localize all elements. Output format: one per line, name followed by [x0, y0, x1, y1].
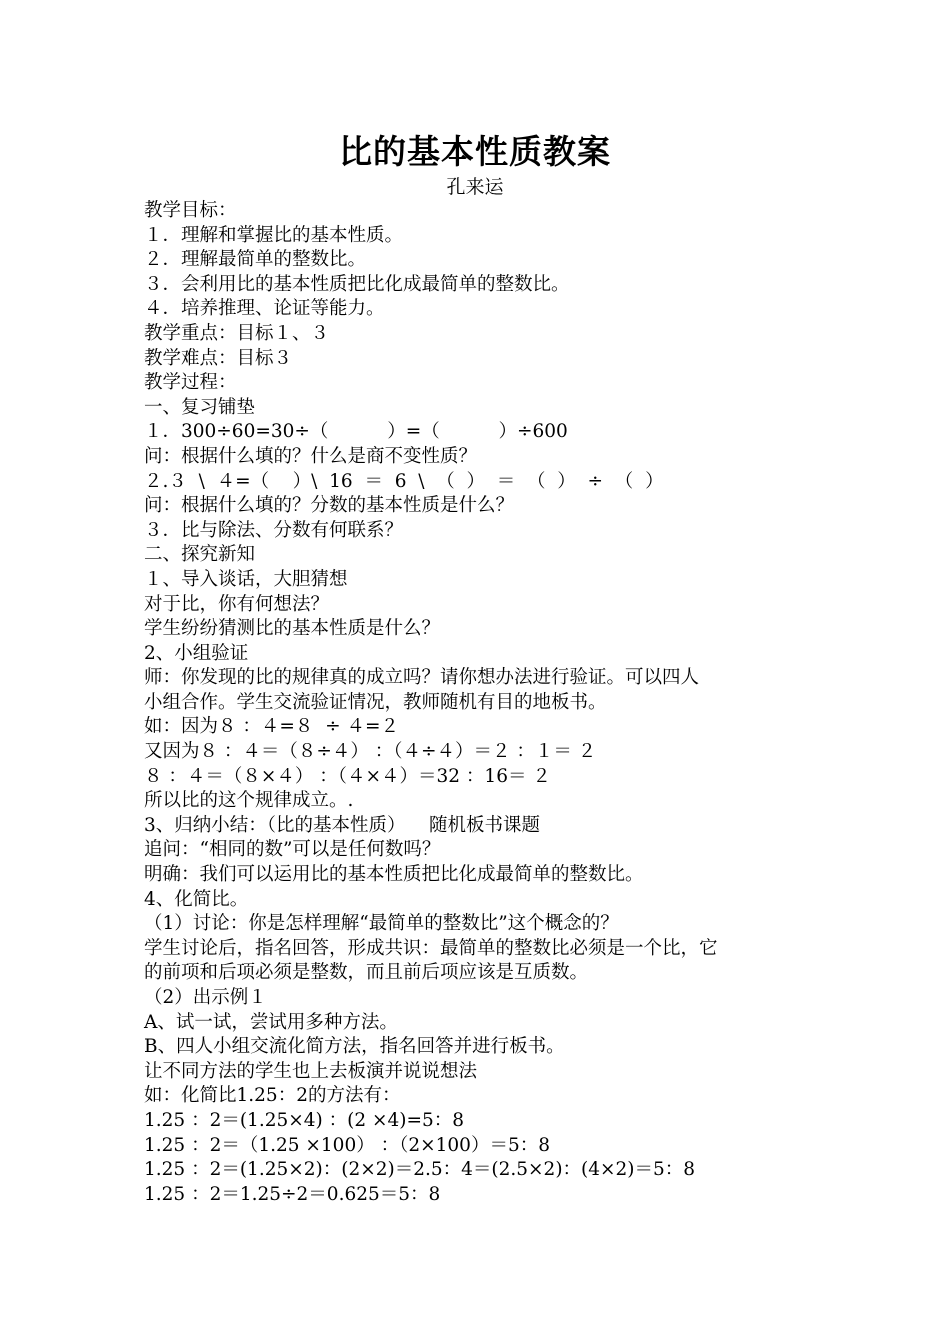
text-line: 问：根据什么填的？什么是商不变性质？ [144, 445, 478, 467]
text-line: B、四人小组交流化简方法，指名回答并进行板书。 [144, 1036, 565, 1058]
text-line: ３．会利用比的基本性质把比化成最简单的整数比。 [144, 273, 570, 295]
text-line: 教学重点：目标１、３ [144, 322, 330, 344]
text-line: 小组合作。学生交流验证情况，教师随机有目的地板书。 [144, 691, 607, 713]
text-line: 让不同方法的学生也上去板演并说说想法 [144, 1060, 478, 1082]
text-line: 教学过程： [144, 372, 237, 394]
text-line: 1.25 ：2＝(1.25×2)：(2×2)＝2.5：4＝(2.5×2)：(4×2)＝5：8 [144, 1159, 696, 1181]
text-line: ３．比与除法、分数有何联系？ [144, 519, 404, 541]
text-line: 所以比的这个规律成立。. [144, 790, 354, 812]
text-line: 如：化简比1.25：2的方法有： [144, 1085, 401, 1107]
text-line: １．300÷60=30÷（ ）=（ ）÷600 [144, 421, 568, 443]
text-line: ２．理解最简单的整数比。 [144, 249, 367, 271]
text-line: 明确：我们可以运用比的基本性质把比化成最简单的整数比。 [144, 864, 644, 886]
text-line: 教学目标： [144, 200, 237, 221]
text-line: 对于比，你有何想法？ [144, 593, 330, 615]
text-line: 1.25 ：2＝1.25÷2＝0.625＝5：8 [144, 1183, 441, 1205]
document-author: 孔来运 [446, 176, 504, 198]
text-line: 教学难点：目标３ [144, 347, 293, 369]
text-line: 1.25 ：2＝（1.25 ×100） ：（2×100）＝5：8 [144, 1134, 550, 1156]
text-line: （1）讨论：你是怎样理解“最简单的整数比”这个概念的？ [144, 913, 619, 935]
text-line: 3、归纳小结：（比的基本性质） 随机板书课题 [144, 814, 541, 836]
text-line: 一、复习铺垫 [144, 396, 256, 418]
text-line: 如：因为８ ：４=８ ÷ ４=２ [144, 716, 400, 738]
text-line: 4、化简比。 [144, 888, 249, 910]
text-line: 学生纷纷猜测比的基本性质是什么？ [144, 618, 441, 640]
text-line: 又因为８ ：４＝（８÷４） ：（４÷４）＝２ ：１＝ ２ [144, 741, 597, 763]
text-line: ８ ：４＝（８×４） ：（４×４）＝32 ：16＝ ２ [144, 765, 551, 787]
text-line: 师：你发现的比的规律真的成立吗？请你想办法进行验证。可以四人 [144, 667, 700, 689]
document-title: 比的基本性质教案 [339, 132, 611, 171]
text-line: １．理解和掌握比的基本性质。 [144, 224, 404, 246]
text-line: A、试一试，尝试用多种方法。 [144, 1011, 398, 1033]
text-line: ２.３ \ ４=（ ）\ 16 ＝ 6 \ （ ） ＝ （ ） ÷ （ ） [144, 470, 664, 492]
text-line: 1.25 ：2＝(1.25×4) ：(2 ×4)=5：8 [144, 1109, 465, 1131]
text-line: （2）出示例１ [144, 987, 267, 1008]
text-line: 问：根据什么填的？分数的基本性质是什么？ [144, 495, 515, 517]
document-body [144, 199, 814, 1207]
text-line: ４．培养推理、论证等能力。 [144, 298, 385, 320]
text-line: 的前项和后项必须是整数，而且前后项应该是互质数。 [144, 962, 589, 984]
text-line: 追问：“相同的数”可以是任何数吗？ [144, 839, 441, 861]
text-line: 二、探究新知 [144, 544, 256, 566]
text-line: 2、小组验证 [144, 642, 249, 664]
text-line: １、导入谈话，大胆猜想 [144, 568, 348, 590]
text-line: 学生讨论后，指名回答，形成共识：最简单的整数比必须是一个比，它 [144, 937, 718, 959]
